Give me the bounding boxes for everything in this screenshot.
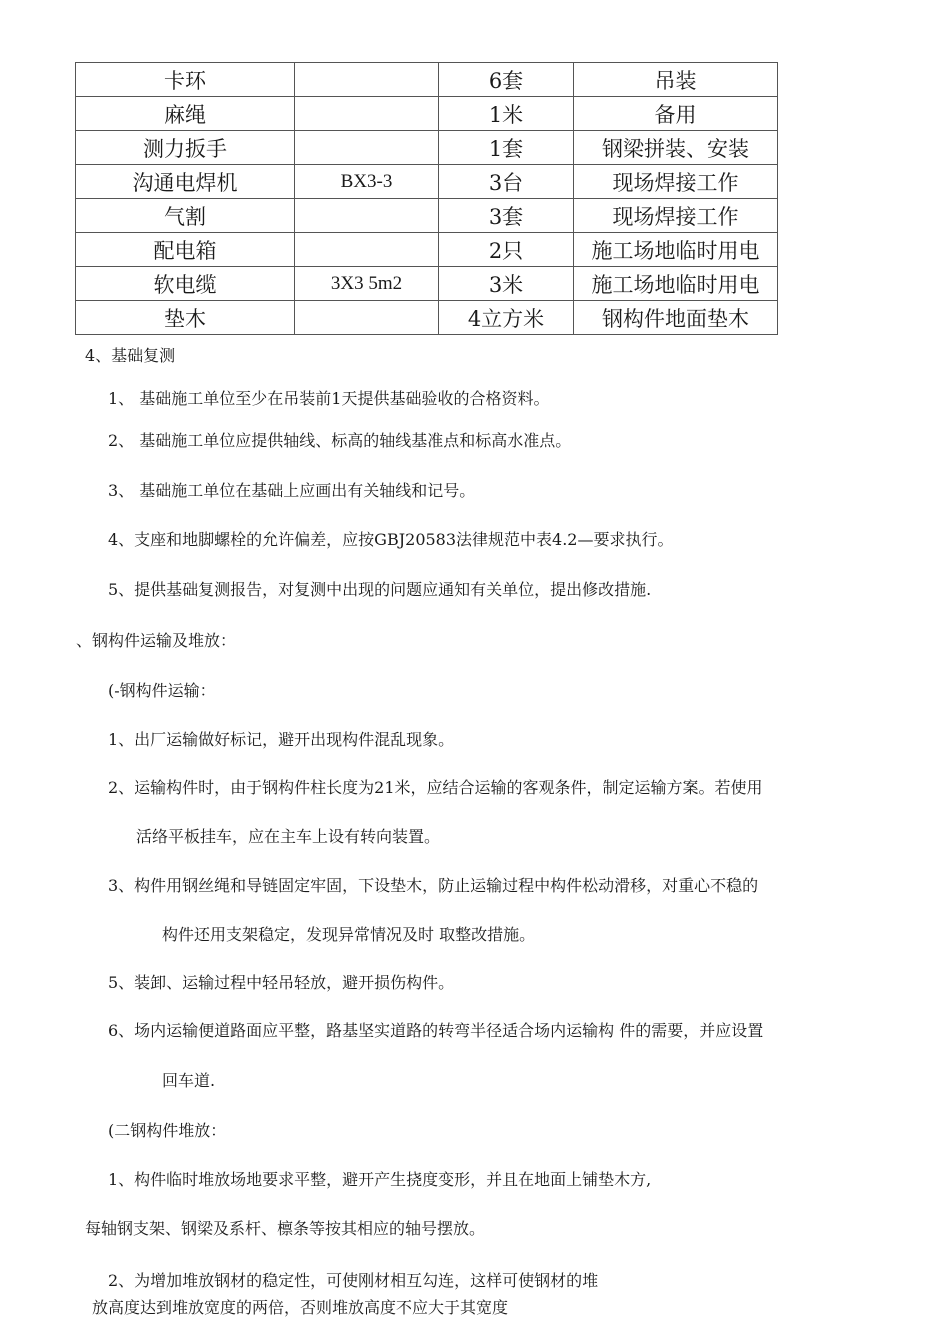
table-row	[76, 233, 778, 267]
purpose-cell: 备用	[574, 97, 778, 131]
equipment-name-cell: 沟通电焊机	[76, 165, 295, 199]
quantity-cell: 6套	[439, 63, 574, 97]
section-4-item-5: 5、提供基础复测报告，对复测中出现的问题应通知有关单位，提出修改措施.	[108, 580, 652, 599]
table-row	[76, 199, 778, 233]
equipment-name-cell: 垫木	[76, 301, 295, 335]
purpose-cell: 现场焊接工作	[574, 199, 778, 233]
model-cell	[295, 233, 439, 267]
equipment-name-cell: 测力扳手	[76, 131, 295, 165]
section-4-item-3: 3、 基础施工单位在基础上应画出有关轴线和记号。	[108, 481, 476, 500]
stacking-line-4: 放高度达到堆放宽度的两倍，否则堆放高度不应大于其宽度	[92, 1298, 509, 1317]
purpose-cell: 施工场地临时用电	[574, 233, 778, 267]
equipment-name-cell: 配电箱	[76, 233, 295, 267]
model-cell	[295, 131, 439, 165]
model-cell	[295, 199, 439, 233]
equipment-name-cell: 气割	[76, 199, 295, 233]
quantity-cell: 3台	[439, 165, 574, 199]
table-row	[76, 131, 778, 165]
equipment-name-cell: 软电缆	[76, 267, 295, 301]
transport-line-2: 2、运输构件时，由于钢构件柱长度为21米，应结合运输的客观条件，制定运输方案。若使用	[108, 778, 763, 797]
quantity-cell: 1套	[439, 131, 574, 165]
purpose-cell: 现场焊接工作	[574, 165, 778, 199]
quantity-cell: 4立方米	[439, 301, 574, 335]
table-row	[76, 267, 778, 301]
quantity-cell: 3米	[439, 267, 574, 301]
purpose-cell: 钢梁拼装、安装	[574, 131, 778, 165]
stacking-line-3: 2、为增加堆放钢材的稳定性，可使刚材相互勾连，这样可使钢材的堆	[108, 1271, 599, 1290]
equipment-name-cell: 卡环	[76, 63, 295, 97]
stacking-line-1: 1、构件临时堆放场地要求平整，避开产生挠度变形，并且在地面上铺垫木方,	[108, 1170, 652, 1189]
section-4-item-1: 1、 基础施工单位至少在吊装前1天提供基础验收的合格资料。	[108, 389, 550, 408]
section-4-item-2: 2、 基础施工单位应提供轴线、标高的轴线基准点和标高水准点。	[108, 431, 572, 450]
quantity-cell: 2只	[439, 233, 574, 267]
section-4-item-4: 4、支座和地脚螺栓的允许偏差，应按GBJ20583法律规范中表4.2—要求执行。	[108, 530, 674, 549]
transport-line-3: 活络平板挂车，应在主车上设有转向装置。	[136, 827, 441, 846]
table-row	[76, 301, 778, 335]
section-5-heading: 、钢构件运输及堆放：	[76, 631, 237, 650]
model-cell	[295, 63, 439, 97]
equipment-table	[75, 62, 778, 335]
transport-line-1: 1、出厂运输做好标记，避开出现构件混乱现象。	[108, 730, 455, 749]
model-cell: 3X3 5m2	[295, 267, 439, 301]
table-row	[76, 97, 778, 131]
quantity-cell: 1米	[439, 97, 574, 131]
section-4-heading: 4、基础复测	[85, 346, 176, 365]
model-cell	[295, 97, 439, 131]
table-row	[76, 63, 778, 97]
table-row	[76, 165, 778, 199]
subsection-transport-heading: (-钢构件运输：	[108, 681, 216, 700]
stacking-line-2: 每轴钢支架、钢梁及系杆、檩条等按其相应的轴号摆放。	[85, 1219, 486, 1238]
transport-line-5: 构件还用支架稳定，发现异常情况及时 取整改措施。	[162, 925, 536, 944]
quantity-cell: 3套	[439, 199, 574, 233]
equipment-name-cell: 麻绳	[76, 97, 295, 131]
transport-line-8: 回车道.	[162, 1071, 216, 1090]
model-cell: BX3-3	[295, 165, 439, 199]
subsection-stacking-heading: (二钢构件堆放：	[108, 1121, 227, 1140]
purpose-cell: 吊装	[574, 63, 778, 97]
model-cell	[295, 301, 439, 335]
purpose-cell: 施工场地临时用电	[574, 267, 778, 301]
transport-line-4: 3、构件用钢丝绳和导链固定牢固，下设垫木，防止运输过程中构件松动滑移，对重心不稳的	[108, 876, 759, 895]
purpose-cell: 钢构件地面垫木	[574, 301, 778, 335]
transport-line-7: 6、场内运输便道路面应平整，路基坚实道路的转弯半径适合场内运输构 件的需要，并应设置	[108, 1021, 764, 1040]
transport-line-6: 5、装卸、运输过程中轻吊轻放，避开损伤构件。	[108, 973, 455, 992]
